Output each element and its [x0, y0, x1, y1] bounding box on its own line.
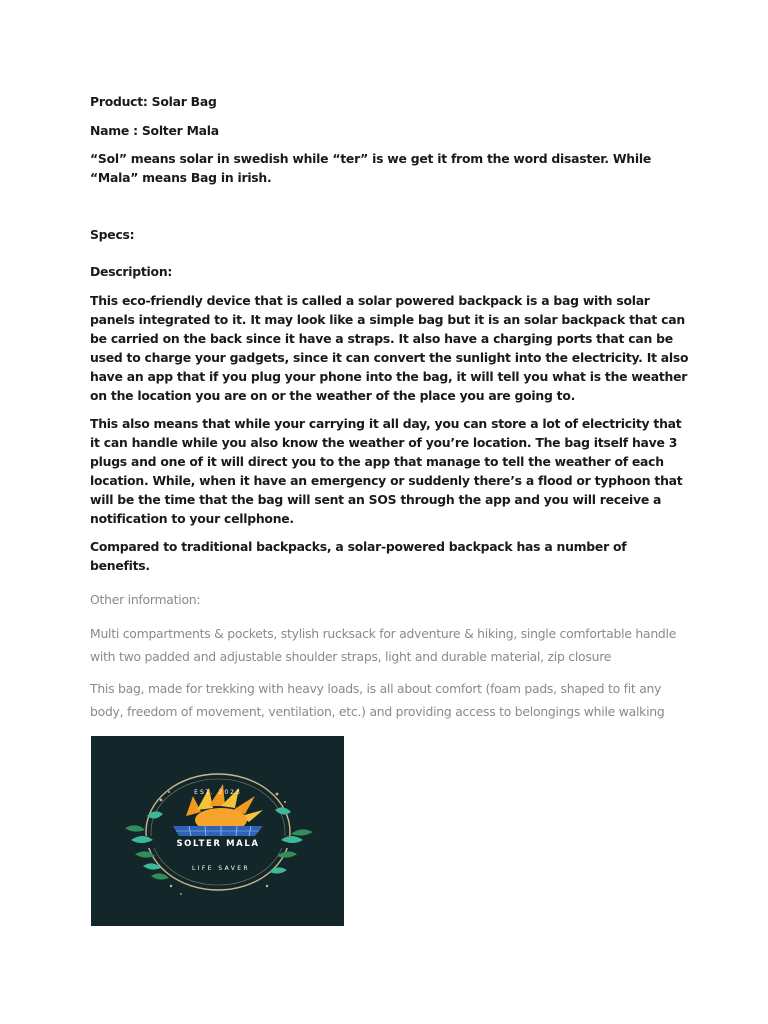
product-line: Product: Solar Bag [90, 94, 217, 109]
specs-heading: Specs: [90, 227, 135, 242]
solter-mala-logo [91, 736, 344, 926]
other-information-heading: Other information: [90, 592, 201, 607]
logo-brand-text: SOLTER MALA [176, 839, 260, 849]
logo-tagline-text: LIFE SAVER [192, 865, 250, 872]
name-line: Name : Solter Mala [90, 123, 219, 138]
document-body [90, 92, 690, 775]
solar-panel-icon [173, 826, 263, 836]
other-information-paragraph-2: This bag, made for trekking with heavy loads, is all about comfort (foam pads, shaped to fit any body, freedom of movement, ventilation, etc.) and providing access to belongings while walking [90, 681, 665, 719]
description-heading: Description: [90, 264, 173, 279]
name-meaning-paragraph: “Sol” means solar in swedish while “ter” is we get it from the word disaster. While “Mala” means Bag in irish. [90, 151, 651, 185]
comparison-line: Compared to traditional backpacks, a solar-powered backpack has a number of benefits. [90, 539, 627, 573]
description-paragraph-1: This eco-friendly device that is called a solar powered backpack is a bag with solar panels integrated to it. It may look like a simple bag but it is an solar backpack that can be carried on the back since it have a straps. It also have a charging ports that can be used to charge your gadgets, since it can convert the sunlight into the electricity. It also have an app that if you plug your phone into the bag, it will tell you what is the weather on the location you are on or the weather of the place you are going to. [90, 293, 689, 403]
other-information-paragraph-1: Multi compartments & pockets, stylish rucksack for adventure & hiking, single comfortable handle with two padded and adjustable shoulder straps, light and durable material, zip closure [90, 626, 677, 664]
description-paragraph-2: This also means that while your carrying it all day, you can store a lot of electricity that it can handle while you also know the weather of you’re location. The bag itself have 3 plugs and one of it will direct you to the app that manage to tell the weather of each location. While, when it have an emergency or suddenly there’s a flood or typhoon that will be the time that the bag will sent an SOS through the app and you will receive a notification to your cellphone. [90, 416, 683, 526]
logo-image [91, 736, 344, 926]
logo-est-text: EST. 2023 [194, 789, 242, 796]
